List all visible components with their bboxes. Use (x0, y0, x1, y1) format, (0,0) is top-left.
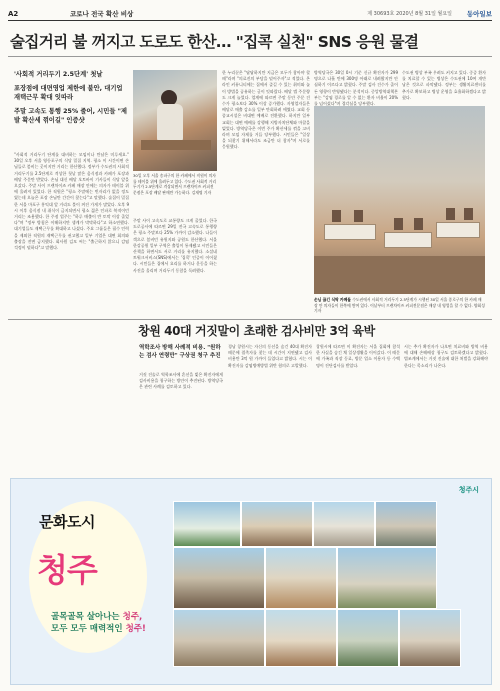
photo-caption: 30일 오후 서울 송파구의 한 카페에서 직원이 의자를 테이블 위에 올려두고 있다. 수도권 사회적 거리두기가 2.5단계로 격상되면서 프랜차이즈 커피전문점은 포장 배달 판매만 가능하다. 김재명 기자 (133, 173, 217, 195)
article-column-5: 수도권 병상 부족 우려도 커지고 있다. 중증 환자를 치료할 수 있는 병상은 수도권에 10여 개만 남은 것으로 파악됐다. 정부는 생활치료센터를 추가로 확보하고 병상 운영을 효율화하겠다고 밝혔다. (402, 70, 486, 100)
second-subhead: 역학조사 방해 사례적 비용. "원하는 검사 연령만" 구상권 청구 추진 (139, 345, 221, 359)
divider (8, 319, 492, 320)
second-headline: 창원 40대 거짓말이 초래한 검사비만 3억 육박 (138, 324, 375, 338)
subhead: 주말 고속도 통행 25% 줄어, 시민들 "제발 확산세 꺾이길" 인증샷 (14, 108, 127, 124)
caption-title: 손님 끊긴 식탁 카페들 (314, 297, 351, 302)
article-column-4: 방역당국은 30일 0시 기준 신규 확진자가 299명으로 나흘 만에 300명 아래로 내려왔지만 안심하기 이르다고 밝혔다. 주말 검사 건수가 줄어든 영향이 반영됐다는 분석이다. 중앙방역대책본부는 "감염 경로를 알 수 없는 환자 비율이 20%를 넘어섰다"며 경각심을 당부했다. (314, 70, 398, 107)
landmark-photo (173, 501, 241, 547)
issue-date: 제 30693호 2020년 8월 31일 월요일 (367, 11, 452, 17)
caption-text: 수도권에서 사회적 거리두기 2.5단계가 시행된 30일 서울 종로구의 한 카페 매장 안 의자들이 한쪽에 쌓여 있다. 이날부터 프랜차이즈 커피전문점은 매장 내 영업을 할 수 없다. 양회성 기자 (314, 297, 485, 313)
advertisement[interactable] (10, 478, 492, 685)
ad-title-big: 청주 (37, 551, 97, 589)
empty-cafe-photo (314, 106, 485, 294)
slogan-part: 모두 모두 매력적인 (51, 624, 126, 634)
article-column-3: 한 누리꾼은 "답답하지만 지금은 모두가 참아야 할 때"라며 "의료진의 부담을 덜어주자"고 적었다. 온라인 커뮤니티에는 집에서 즐길 수 있는 취미와 놀이 방법을 공유하는 글이 잇따랐다. 배달 앱 주문량도 크게 늘었다. 업계에 따르면 주말 동안 주문 건수가 평소보다 30% 이상 증가했다. 자영업자들은 배달로 매출 감소를 일부 만회하려 애썼다. 교회 등 종교시설은 비대면 예배로 전환했다. 하지만 일부 교회는 대면 예배를 강행해 지방자치단체와 마찰을 빚었다. 방역당국은 이번 주가 확산세를 꺾을 고비라며 모임 자제를 거듭 당부했다. 시민들은 "일상을 되찾기 위해서라도 조금만 더 참자"며 서로를 응원했다. (222, 70, 310, 150)
second-column-3: 창원시에 따르면 이 확진자는 서울 집회에 참석한 사실을 숨긴 채 일상생활을 이어갔다. 이 때문에 가족과 직장 동료, 방문 업소 이용자 등 수백 명이 진단검사를 받았다. (316, 344, 400, 368)
cafe-photo (133, 70, 217, 171)
article-column-1: "사회적 거리두기 단계를 대비하는 모임이나 만남은 미루세요." 30일 오후 서울 영등포구의 식당 밀집 지역. 평소 이 시간이면 손님들로 붐비는 곳이지만 거리는 한산했다. 정부가 수도권의 사회적 거리두기를 2.5단계로 격상한 첫날 많은 음식점과 카페가 포장과 배달 주문만 받았다. 손님 대신 배달 오토바이 기사들이 식당 앞을 오갔다. 주말 사이 프랜차이즈 카페 매장 안에는 의자가 테이블 위에 올려져 있었다. 한 직원은 "평소 주말에는 빈자리가 없을 정도였는데 오늘은 포장 손님만 간간이 찾는다"고 말했다. 술집이 밀집한 서울 마포구 홍익대 앞 거리도 불이 꺼진 가게가 많았다. 오후 9시 이후 음식점 내 취식이 금지되면서 평소 젊은 인파로 북적이던 거리는 조용했다. 한 주점 업주는 "하루 매출이 반 토막 이상 줄었다"며 "정부 방침은 이해하지만 생계가 막막하다"고 하소연했다. 대기업들도 재택근무를 확대하고 나섰다. 주요 그룹들은 필수 인력을 제외한 직원의 재택근무를 권고했고 일부 기업은 대면 회의와 출장을 전면 금지했다. 회사원 김모 씨는 "출근하지 않으니 감염 걱정이 덜하다"고 말했다. (14, 152, 129, 251)
landmark-photo (173, 547, 265, 609)
ad-slogan (51, 611, 146, 635)
subhead: '사회적 거리두기 2.5단계' 첫날 (14, 71, 103, 78)
landmark-photo (173, 609, 265, 667)
section-title: 코로나 전국 확산 비상 (70, 10, 134, 18)
slogan-city: 청주, (122, 612, 143, 622)
landmark-photo (337, 547, 437, 609)
second-column-4: 시는 추가 확진자가 나오면 치료비와 방역 비용에 대해 손해배상 청구도 검토하겠다고 밝혔다. 법조계에서는 거짓 진술에 대한 처벌을 강화해야 한다는 목소리가 나온다. (404, 344, 488, 368)
slogan-city: 청주! (125, 624, 146, 634)
main-subheads (14, 70, 129, 130)
newspaper-logo: 동아일보 (466, 10, 492, 18)
slogan-part: 골목골목 살아나는 (51, 612, 123, 622)
landmark-photo (265, 609, 337, 667)
main-headline: 술집거리 불 꺼지고 도로도 한산… "집콕 실천" SNS 응원 물결 (10, 33, 419, 51)
divider (8, 56, 492, 57)
landmark-photo (313, 501, 375, 547)
page-number: A2 (8, 10, 19, 18)
ad-title-small: 문화도시 (39, 513, 95, 531)
landmark-photo (375, 501, 437, 547)
second-column-1: 거짓 진술로 역학조사에 혼선을 빚은 확진자에게 검사비용을 청구하는 방안이 추진된다. 방역당국은 관련 사례를 검토하고 있다. (139, 372, 223, 390)
subhead: 포장점에 대면영업 제한에 불안, 대기업 재택근무 확대 잇따라 (14, 85, 123, 101)
masthead (8, 8, 492, 21)
landmark-photo (265, 547, 337, 609)
landmark-photo (337, 609, 399, 667)
cheongju-logo: 청주시 (458, 486, 479, 494)
article-column-2: 주말 사이 고속도로 교통량도 크게 줄었다. 한국도로공사에 따르면 29일 전국 고속도로 통행량은 평소 주말보다 25% 가까이 감소했다. 나들이객으로 붐비던 유원지와 공원도 한산했다. 서울 한강공원 일부 구역은 출입이 통제됐고 시민들은 산책을 하면서도 서로 거리를 유지했다. 소셜네트워크서비스(SNS)에서는 '집콕' 인증이 이어졌다. 시민들은 집에서 요리를 하거나 운동을 하는 사진을 올리며 거리두기 동참을 독려했다. (133, 218, 217, 273)
landmark-photo (241, 501, 313, 547)
second-column-2: 경남 창원시는 자신의 동선을 숨긴 40대 확진자 때문에 접촉자를 찾는 데 시간이 지연됐고 검사 비용만 3억 원 가까이 들었다고 밝혔다. 시는 이 확진자를 감염병예방법 위반 혐의로 고발했다. (228, 344, 312, 368)
landmark-photo (399, 609, 461, 667)
photo-caption (314, 297, 485, 314)
